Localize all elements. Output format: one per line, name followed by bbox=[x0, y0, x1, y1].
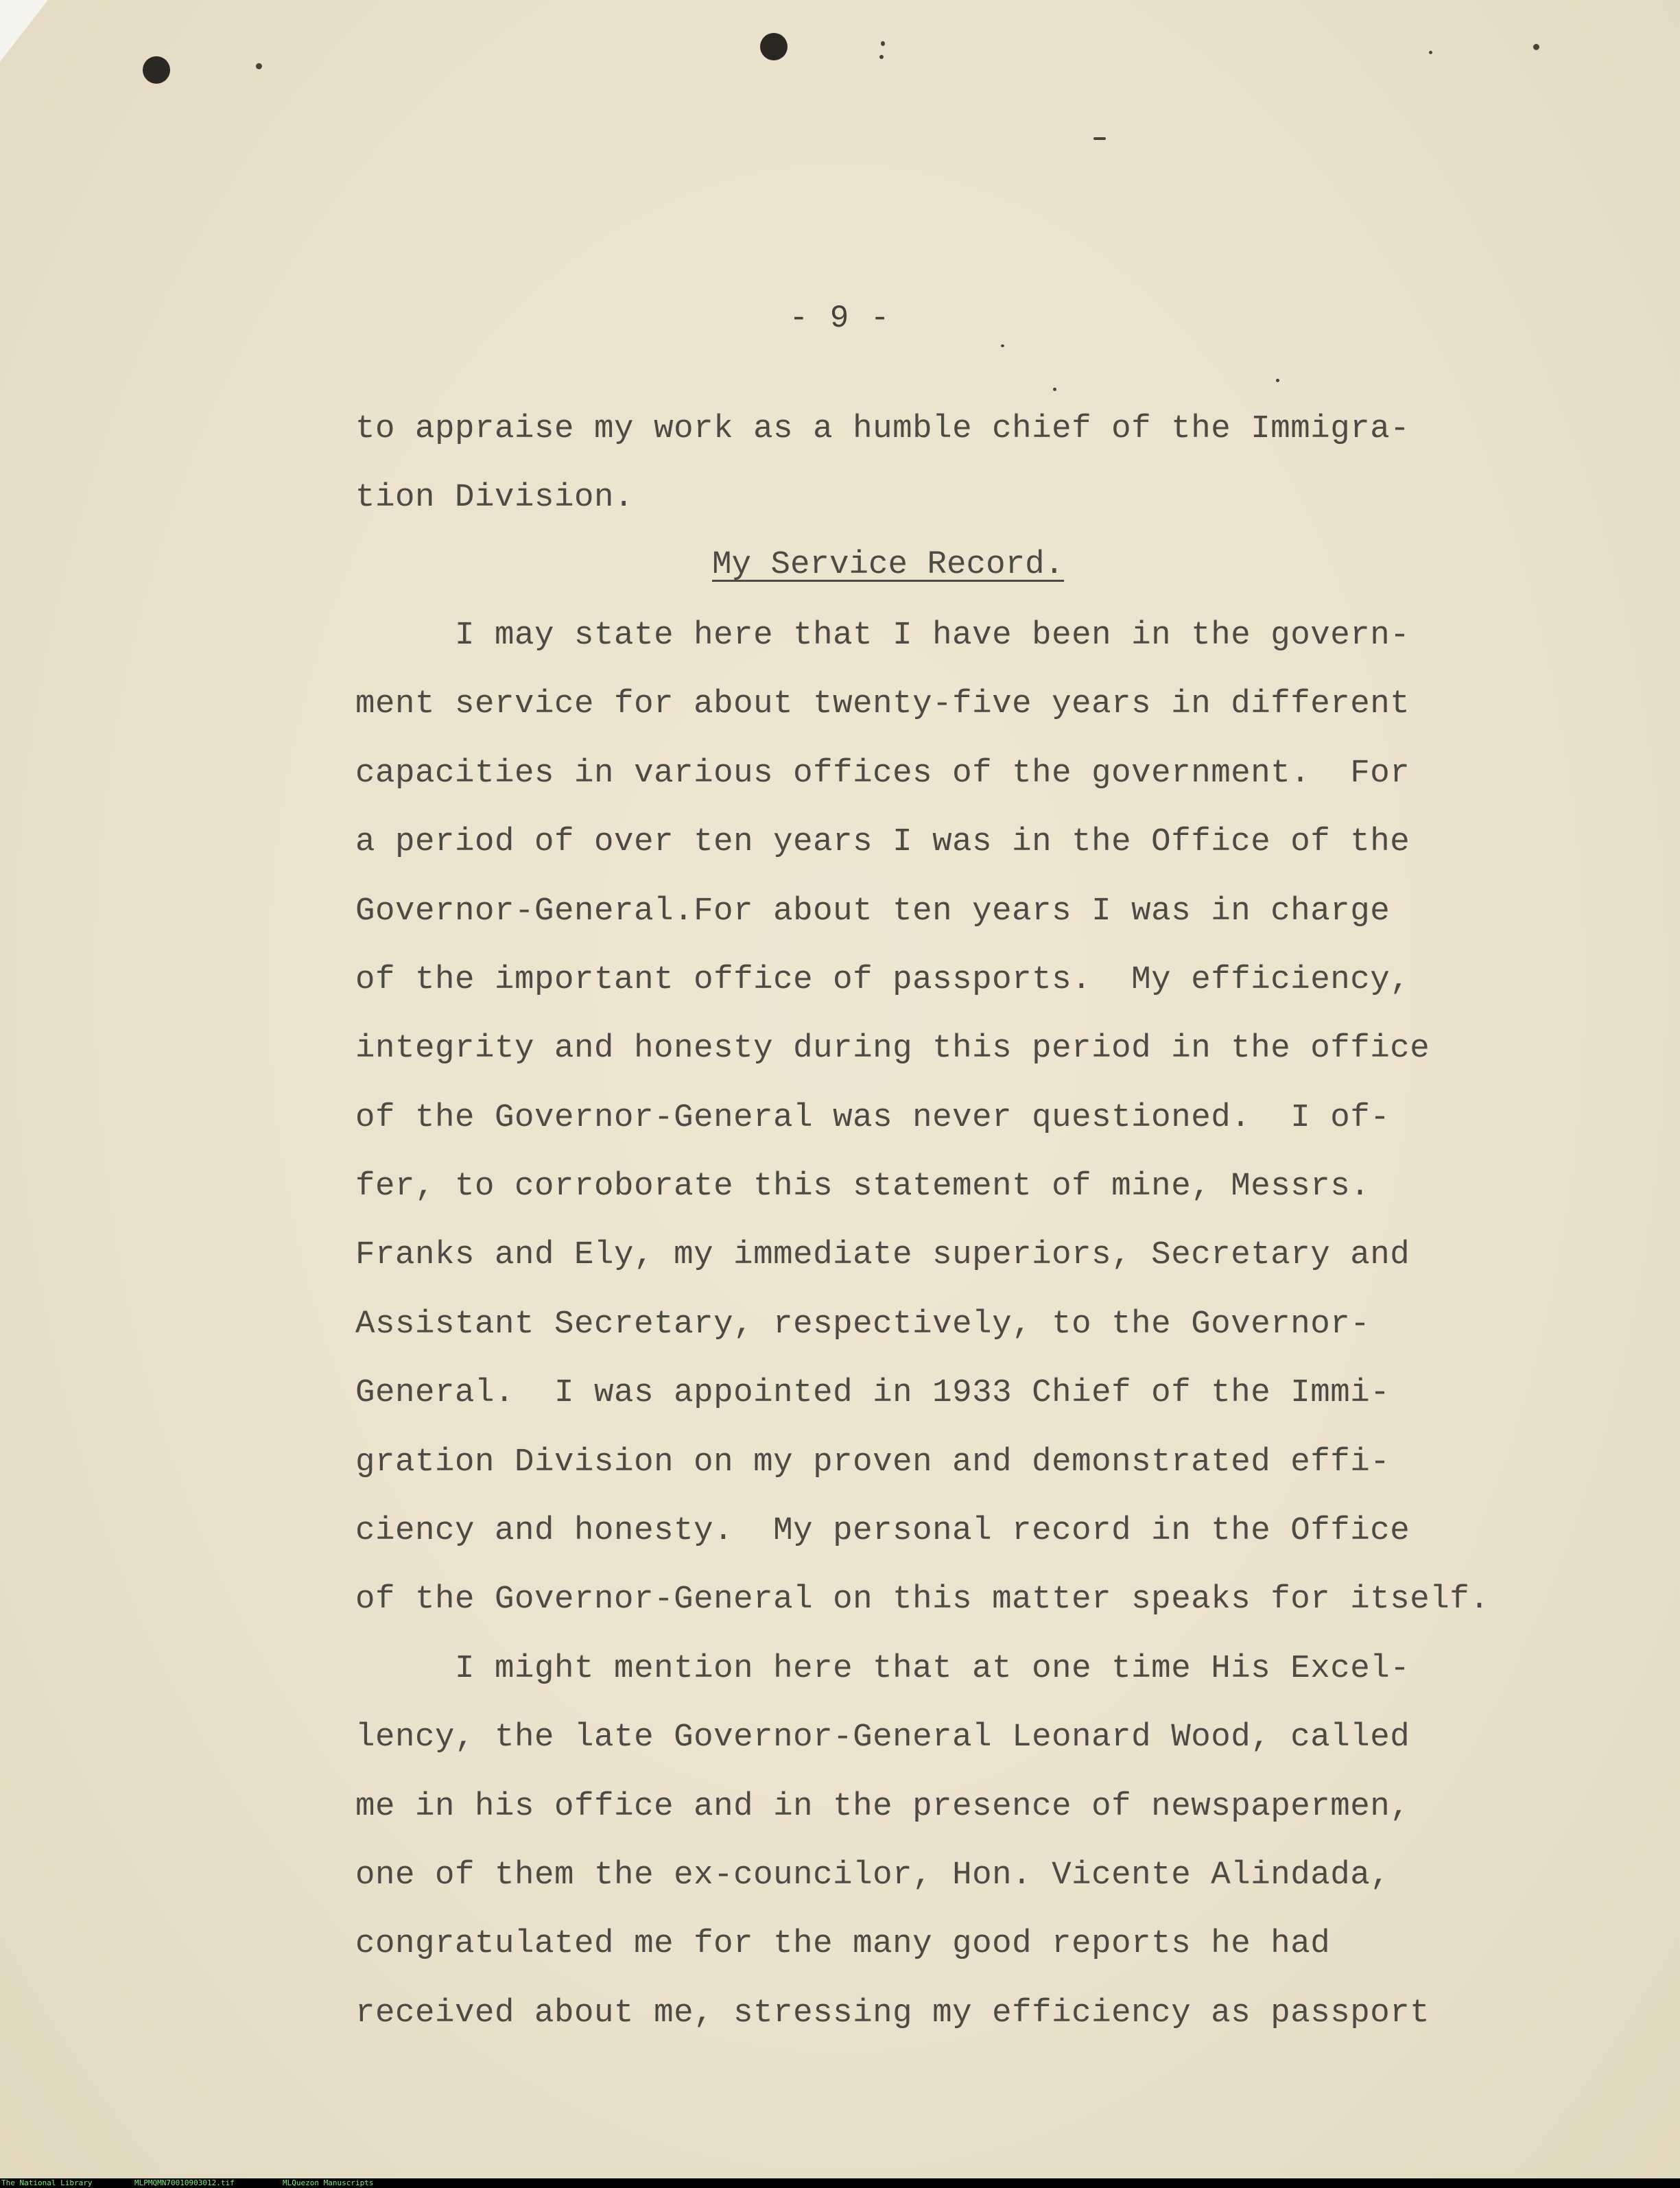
body-line: Franks and Ely, my immediate superiors, Secretary and bbox=[355, 1236, 1410, 1273]
body-line: I might mention here that at one time His Excel- bbox=[355, 1650, 1410, 1687]
body-line: a period of over ten years I was in the Office of the bbox=[355, 823, 1410, 860]
body-line: Governor-General.For about ten years I was in charge bbox=[355, 893, 1391, 930]
punch-hole-center bbox=[760, 33, 788, 60]
body-line: General. I was appointed in 1933 Chief of the Immi- bbox=[355, 1374, 1391, 1411]
body-line: congratulated me for the many good reports he had bbox=[355, 1925, 1331, 1962]
page-number: - 9 - bbox=[789, 301, 891, 336]
footer-library: The National Library bbox=[1, 2178, 93, 2187]
footer-file: MLPMQMN70010903012.tif bbox=[134, 2178, 235, 2187]
scan-footer-bar bbox=[0, 2178, 1680, 2188]
body-line: to appraise my work as a humble chief of the Immigra- bbox=[355, 410, 1410, 447]
body-line: lency, the late Governor-General Leonard Wood, called bbox=[355, 1719, 1410, 1756]
body-line: I may state here that I have been in the govern- bbox=[355, 617, 1410, 654]
body-line: received about me, stressing my efficiency as passport bbox=[355, 1995, 1430, 2032]
body-line: fer, to corroborate this statement of mine, Messrs. bbox=[355, 1168, 1371, 1205]
speck bbox=[256, 63, 262, 69]
speck bbox=[881, 41, 885, 46]
punch-hole-left bbox=[143, 56, 170, 84]
body-line: of the important office of passports. My efficiency, bbox=[355, 961, 1410, 998]
body-line: me in his office and in the presence of newspapermen, bbox=[355, 1788, 1410, 1825]
speck bbox=[1429, 51, 1432, 54]
speck bbox=[1276, 379, 1279, 382]
body-line: of the Governor-General on this matter speaks for itself. bbox=[355, 1581, 1490, 1618]
speck bbox=[1053, 388, 1056, 391]
speck bbox=[1093, 137, 1106, 140]
section-heading: My Service Record. bbox=[712, 546, 1065, 583]
body-line: of the Governor-General was never questioned. I of- bbox=[355, 1099, 1391, 1136]
footer-collection: MLQuezon Manuscripts bbox=[283, 2178, 374, 2187]
body-line: tion Division. bbox=[355, 479, 635, 516]
corner-fold bbox=[0, 0, 48, 62]
speck bbox=[1001, 344, 1004, 347]
body-line: capacities in various offices of the government. For bbox=[355, 755, 1410, 792]
body-line: Assistant Secretary, respectively, to the Governor- bbox=[355, 1306, 1371, 1343]
speck bbox=[879, 55, 884, 59]
speck bbox=[1533, 44, 1539, 50]
body-line: ciency and honesty. My personal record in the Office bbox=[355, 1512, 1410, 1549]
body-line: ment service for about twenty-five years in different bbox=[355, 685, 1410, 722]
body-line: integrity and honesty during this period in the office bbox=[355, 1030, 1430, 1067]
body-line: one of them the ex-councilor, Hon. Vicente Alindada, bbox=[355, 1857, 1391, 1894]
body-line: gration Division on my proven and demonstrated effi- bbox=[355, 1444, 1391, 1481]
